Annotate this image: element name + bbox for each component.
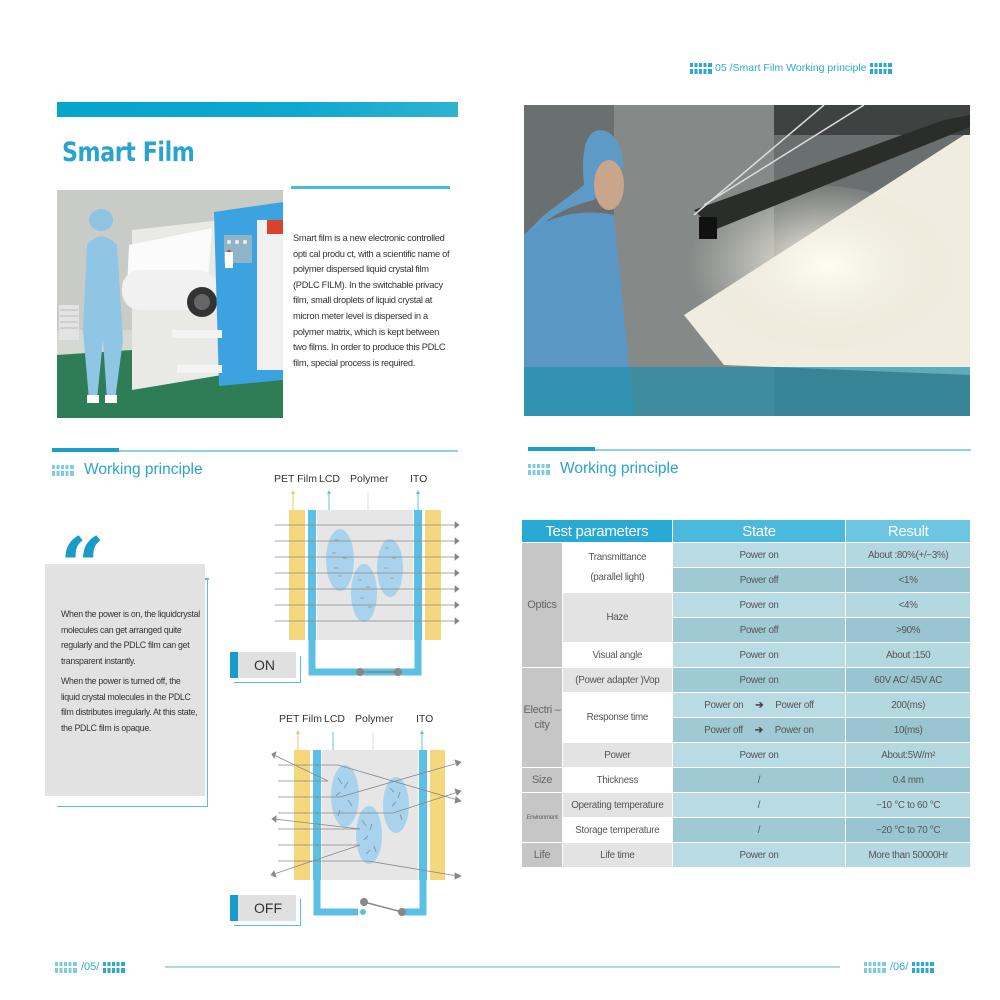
table-row xyxy=(522,818,971,843)
label-lcd: LCD xyxy=(319,473,341,485)
result-cell: <1% xyxy=(846,568,971,593)
group-size: Size xyxy=(522,768,563,793)
block-pattern-icon xyxy=(864,962,886,973)
block-pattern-icon xyxy=(870,63,892,74)
state-cell: Power on xyxy=(673,668,847,693)
block-pattern-icon xyxy=(55,962,77,973)
param-haze: Haze xyxy=(563,593,673,643)
page-title: Smart Film xyxy=(62,137,195,168)
label-ito: ITO xyxy=(416,713,434,725)
result-cell: <4% xyxy=(846,593,971,618)
param-thickness: Thickness xyxy=(563,768,673,793)
section-divider xyxy=(52,450,458,452)
section-header-left xyxy=(52,461,203,479)
button-accent xyxy=(230,895,238,921)
section-divider xyxy=(528,449,971,451)
table-header-row xyxy=(522,520,971,543)
state-cell: / xyxy=(673,818,847,843)
state-from: Power off xyxy=(704,724,743,736)
page-number-text: /06/ xyxy=(890,961,909,973)
result-cell: About :80%(+/−3%) xyxy=(846,543,971,568)
power-off-paragraph: When the power is turned off, the liquid crystal molecules in the PDLC film distributes irregularly. At this state, the PDLC film is opaque. xyxy=(61,675,198,733)
param-label: Transmittance xyxy=(588,551,647,563)
result-cell: About :150 xyxy=(846,643,971,668)
label-pet-film: PET Film xyxy=(274,473,317,485)
label-ito: ITO xyxy=(410,473,428,485)
group-electricity: Electri –city xyxy=(522,668,563,768)
description-accent-line xyxy=(291,186,450,189)
param-response-time: Response time xyxy=(563,693,673,743)
state-from: Power on xyxy=(704,699,744,711)
result-cell: −10 °C to 60 °C xyxy=(846,793,971,818)
table-row xyxy=(522,843,971,868)
param-sublabel: (parallel light) xyxy=(590,571,645,583)
state-cell: Power off xyxy=(673,618,847,643)
result-cell: 10(ms) xyxy=(846,718,971,743)
block-pattern-icon xyxy=(52,465,74,476)
page-header-crumb xyxy=(690,62,892,74)
state-cell xyxy=(673,718,847,743)
param-storage-temperature: Storage temperature xyxy=(563,818,673,843)
quote-mark-icon: “ xyxy=(60,521,105,612)
result-cell: 0.4 mm xyxy=(846,768,971,793)
specifications-table xyxy=(522,520,971,868)
page-number-text: /05/ xyxy=(81,961,100,973)
label-polymer: Polymer xyxy=(355,713,394,725)
state-cell: Power on xyxy=(673,743,847,768)
working-principle-text xyxy=(61,607,201,741)
block-pattern-icon xyxy=(912,962,934,973)
block-pattern-icon xyxy=(528,464,550,475)
block-pattern-icon xyxy=(690,63,712,74)
factory-photo-machine xyxy=(57,190,283,418)
section-header-right xyxy=(528,460,679,478)
param-operating-temperature: Operating temperature xyxy=(563,793,673,818)
result-cell: About:5W/m² xyxy=(846,743,971,768)
label-lcd: LCD xyxy=(324,713,346,725)
group-life: Life xyxy=(522,843,563,868)
param-visual-angle: Visual angle xyxy=(563,643,673,668)
on-state-button[interactable] xyxy=(230,652,296,678)
power-on-paragraph: When the power is on, the liquidcrystal molecules can get arranged quite regularly and the PDLC film can get transparent instantly. xyxy=(61,609,200,667)
product-description: Smart film is a new electronic controlled opti cal produ ct, with a scientific name of polymer dispersed liquid crystal film (PDLC FILM). In the switchable privacy film, small droplets of liquid crystal at micron meter level is dispersed in a polymer matrix, which is kept between two films. In order to produce this PDLC film, special process is required. xyxy=(293,233,450,368)
table-row xyxy=(522,768,971,793)
result-cell: −20 °C to 70 °C xyxy=(846,818,971,843)
state-cell: Power on xyxy=(673,643,847,668)
header-state: State xyxy=(673,520,847,543)
group-environment: Environment xyxy=(522,793,563,843)
section-title: Working principle xyxy=(560,460,679,477)
state-cell: / xyxy=(673,768,847,793)
state-to: Power on xyxy=(774,724,814,736)
section-title: Working principle xyxy=(84,461,203,478)
header-test-parameters: Test parameters xyxy=(522,520,673,543)
header-result: Result xyxy=(846,520,971,543)
factory-photo-inspection xyxy=(524,105,970,416)
page-number-right xyxy=(864,961,934,973)
result-cell: 200(ms) xyxy=(846,693,971,718)
off-label: OFF xyxy=(254,900,282,916)
table-row xyxy=(522,543,971,568)
group-optics: Optics xyxy=(522,543,563,668)
arrow-right-icon: ➔ xyxy=(755,699,764,711)
state-to: Power off xyxy=(775,699,814,711)
off-state-button[interactable] xyxy=(230,895,296,921)
state-cell: / xyxy=(673,793,847,818)
block-pattern-icon xyxy=(103,962,125,973)
state-cell: Power on xyxy=(673,593,847,618)
param-power: Power xyxy=(563,743,673,768)
table-row xyxy=(522,593,971,618)
label-pet-film: PET Film xyxy=(279,713,322,725)
table-row xyxy=(522,668,971,693)
on-label: ON xyxy=(254,657,275,673)
button-accent xyxy=(230,652,238,678)
title-accent-bar xyxy=(57,102,458,117)
label-polymer: Polymer xyxy=(350,473,389,485)
result-cell: 60V AC/ 45V AC xyxy=(846,668,971,693)
state-cell xyxy=(673,693,847,718)
table-row xyxy=(522,643,971,668)
table-row xyxy=(522,743,971,768)
table-row xyxy=(522,693,971,718)
state-cell: Power on xyxy=(673,543,847,568)
crumb-text: 05 /Smart Film Working principle xyxy=(715,62,867,74)
param-transmittance xyxy=(563,543,673,593)
state-cell: Power on xyxy=(673,843,847,868)
table-row xyxy=(522,793,971,818)
result-cell: More than 50000Hr xyxy=(846,843,971,868)
result-cell: >90% xyxy=(846,618,971,643)
param-vop: (Power adapter )Vop xyxy=(563,668,673,693)
arrow-right-icon: ➔ xyxy=(754,724,763,736)
param-life-time: Life time xyxy=(563,843,673,868)
footer-divider xyxy=(165,966,840,968)
page-number-left xyxy=(55,961,125,973)
state-cell: Power off xyxy=(673,568,847,593)
